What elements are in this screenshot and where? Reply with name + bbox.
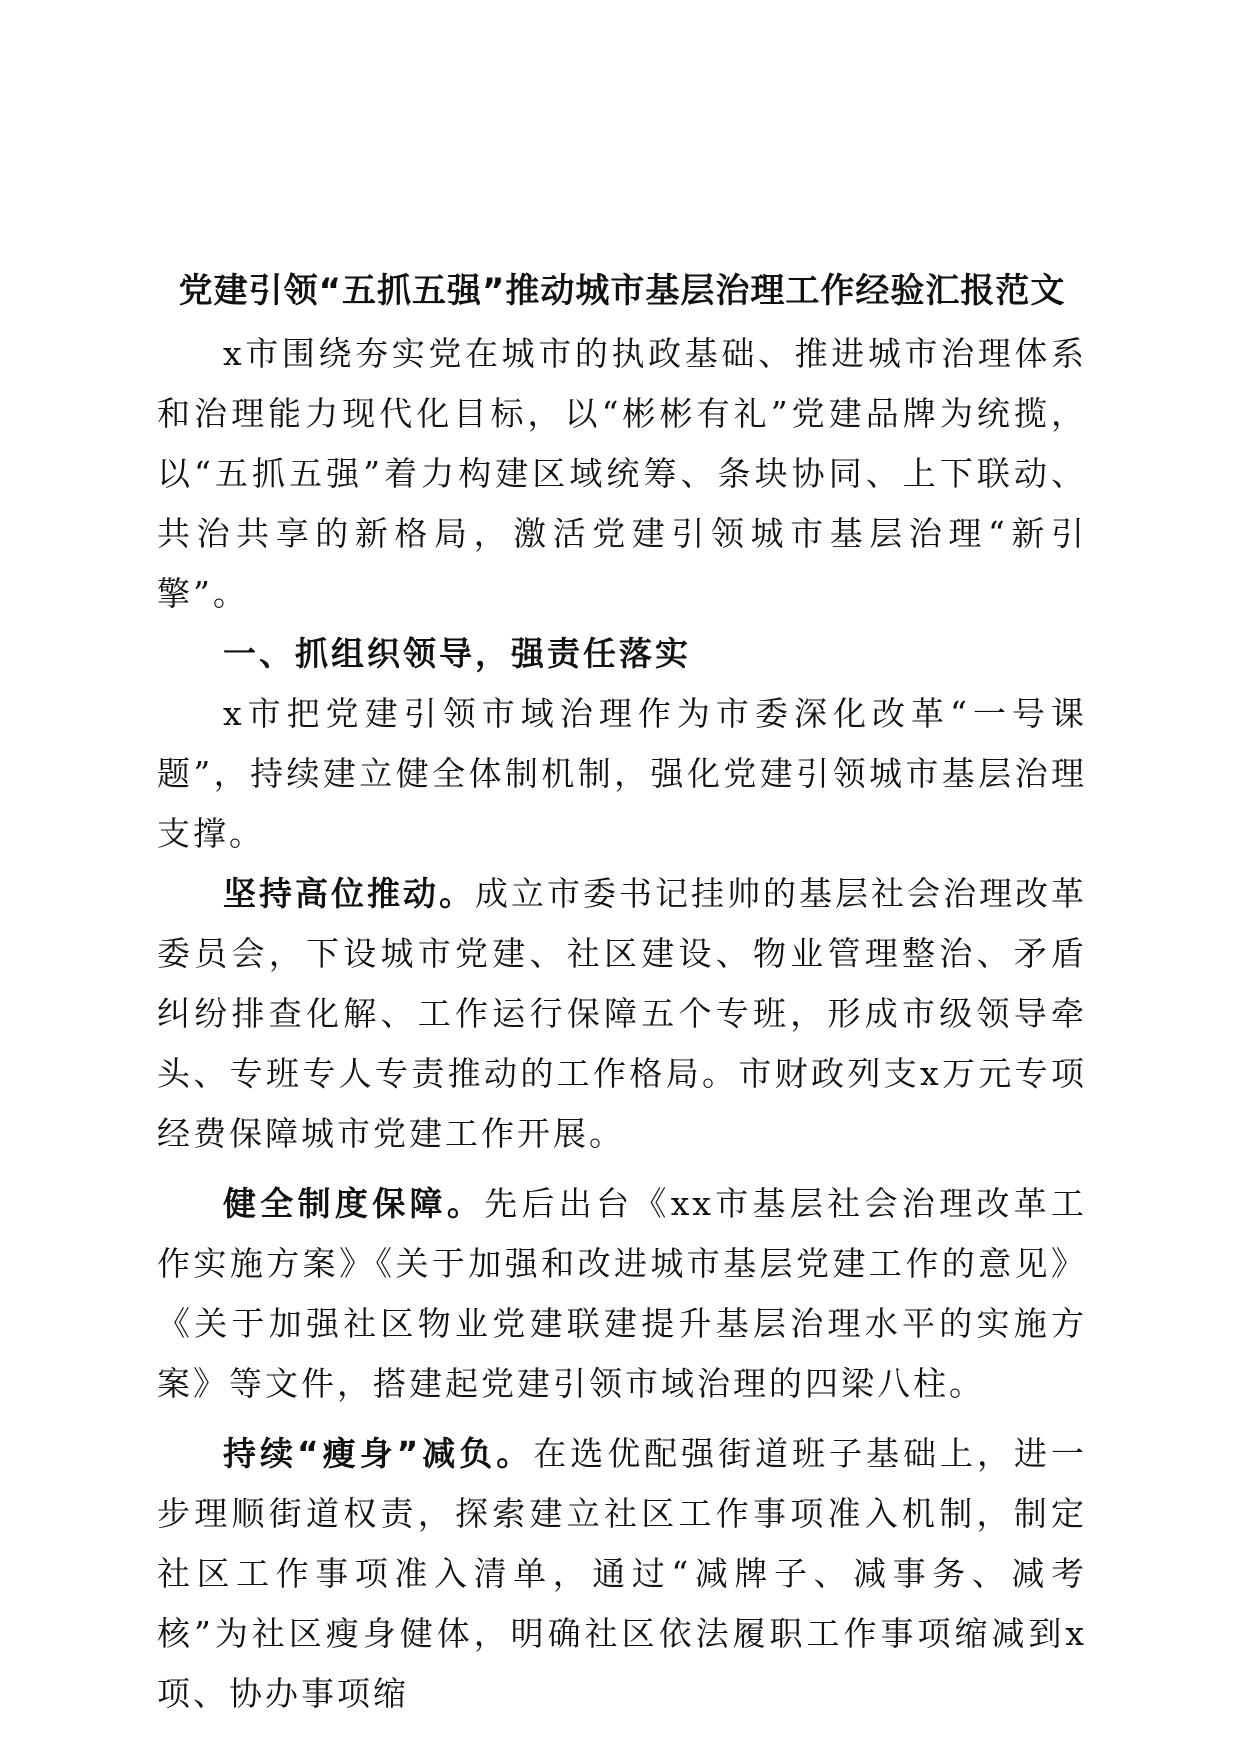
item-text-1: 成立市委书记挂帅的基层社会治理改革委员会，下设城市党建、社区建设、物业管理整治、矛盾纠纷排查化解、工作运行保障五个专班，形成市级领导牵头、专班专人专责推动的工作格局。市财政列支x万元专项经费保障城市党建工作开展。 [157, 874, 1087, 1153]
item-text-3: 在选优配强街道班子基础上，进一步理顺街道权责，探索建立社区工作事项准入机制，制定社区工作事项准入清单，通过“减牌子、减事务、减考核”为社区瘦身健体，明确社区依法履职工作事项缩减到x项、协办事项缩 [157, 1434, 1087, 1713]
intro-paragraph: x市围绕夯实党在城市的执政基础、推进城市治理体系和治理能力现代化目标，以“彬彬有礼”党建品牌为统揽，以“五抓五强”着力构建区域统筹、条块协同、上下联动、共治共享的新格局，激活党建引领城市基层治理“新引擎”。 [157, 334, 1087, 613]
section-summary: x市把党建引领市域治理作为市委深化改革“一号课题”，持续建立健全体制机制，强化党建引领城市基层治理支撑。 [157, 694, 1087, 853]
item-paragraph-3 [157, 1424, 1087, 1724]
item-paragraph-1 [157, 864, 1087, 1164]
item-lead-2: 健全制度保障。 [223, 1184, 485, 1223]
item-paragraph-2 [157, 1174, 1087, 1414]
document-title: 党建引领“五抓五强”推动城市基层治理工作经验汇报范文 [178, 271, 1066, 311]
item-text-2: 先后出台《xx市基层社会治理改革工作实施方案》《关于加强和改进城市基层党建工作的意见》《关于加强社区物业党建联建提升基层治理水平的实施方案》等文件，搭建起党建引领市域治理的四梁八柱。 [157, 1184, 1087, 1403]
document-page [157, 266, 1087, 1724]
section-heading: 一、抓组织领导，强责任落实 [223, 634, 691, 673]
item-lead-1: 坚持高位推动。 [223, 874, 475, 913]
item-lead-3: 持续“瘦身”减负。 [223, 1434, 534, 1473]
